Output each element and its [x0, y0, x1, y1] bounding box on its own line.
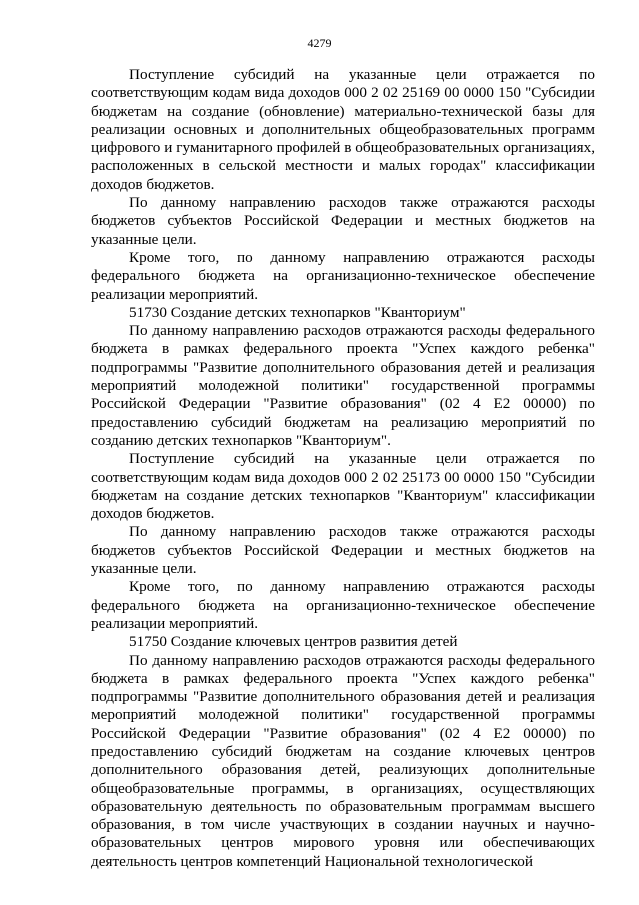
- paragraph-key-centers-description: По данному направлению расходов отражаются расходы федерального бюджета в рамках федерального проекта "Успех каждого ребенка" подпрограммы "Развитие дополнительного образования детей и реализация мероприятий молодежной политики" государственной программы Российской Федерации "Развитие образования" (02 4 Е2 00000) по предоставлению субсидий бюджетам на создание ключевых центров дополнительного образования детей, реализующих дополнительные общеобразовательные программы, в организациях, осуществляющих образовательную деятельность по образовательным программам высшего образования, в том числе участвующих в создании научных и научно-образовательных центров мирового уровня или обеспечивающих деятельность центров компетенций Национальной технологической: [91, 651, 595, 870]
- paragraph-federal-support-1: Кроме того, по данному направлению отражаются расходы федерального бюджета на организационно-техническое обеспечение реализации мероприятий.: [91, 248, 595, 303]
- page-number: 4279: [307, 36, 332, 50]
- paragraph-regional-budgets-1: По данному направлению расходов также отражаются расходы бюджетов субъектов Российской Федерации и местных бюджетов на указанные цели.: [91, 194, 595, 248]
- paragraph-income-25169: Поступление субсидий на указанные цели отражается по соответствующим кодам вида доходов 000 2 02 25169 00 0000 150 "Субсидии бюджетам на создание (обновление) материально-технической базы для реализации основных и дополнительных общеобразовательных программ цифрового и гуманитарного профилей в общеобразовательных организациях, расположенных в сельской местности и малых городах" классификации доходов бюджетов.: [91, 66, 595, 193]
- section-heading-51750: 51750 Создание ключевых центров развития детей: [129, 633, 458, 651]
- paragraph-regional-budgets-2: По данному направлению расходов также отражаются расходы бюджетов субъектов Российской Федерации и местных бюджетов на указанные цели.: [91, 523, 595, 578]
- section-heading-51730: 51730 Создание детских технопарков "Кванториум": [129, 303, 466, 321]
- paragraph-federal-support-2: Кроме того, по данному направлению отражаются расходы федерального бюджета на организационно-техническое обеспечение реализации мероприятий.: [91, 578, 595, 632]
- paragraph-kvantorium-description: По данному направлению расходов отражаются расходы федерального бюджета в рамках федерального проекта "Успех каждого ребенка" подпрограммы "Развитие дополнительного образования детей и реализация мероприятий молодежной политики" государственной программы Российской Федерации "Развитие образования" (02 4 Е2 00000) по предоставлению субсидий бюджетам на реализацию мероприятий по созданию детских технопарков "Кванториум".: [91, 322, 595, 449]
- paragraph-income-25173: Поступление субсидий на указанные цели отражается по соответствующим кодам вида доходов 000 2 02 25173 00 0000 150 "Субсидии бюджетам на создание детских технопарков "Кванториум" классификации доходов бюджетов.: [91, 450, 595, 523]
- body-text: [91, 66, 595, 871]
